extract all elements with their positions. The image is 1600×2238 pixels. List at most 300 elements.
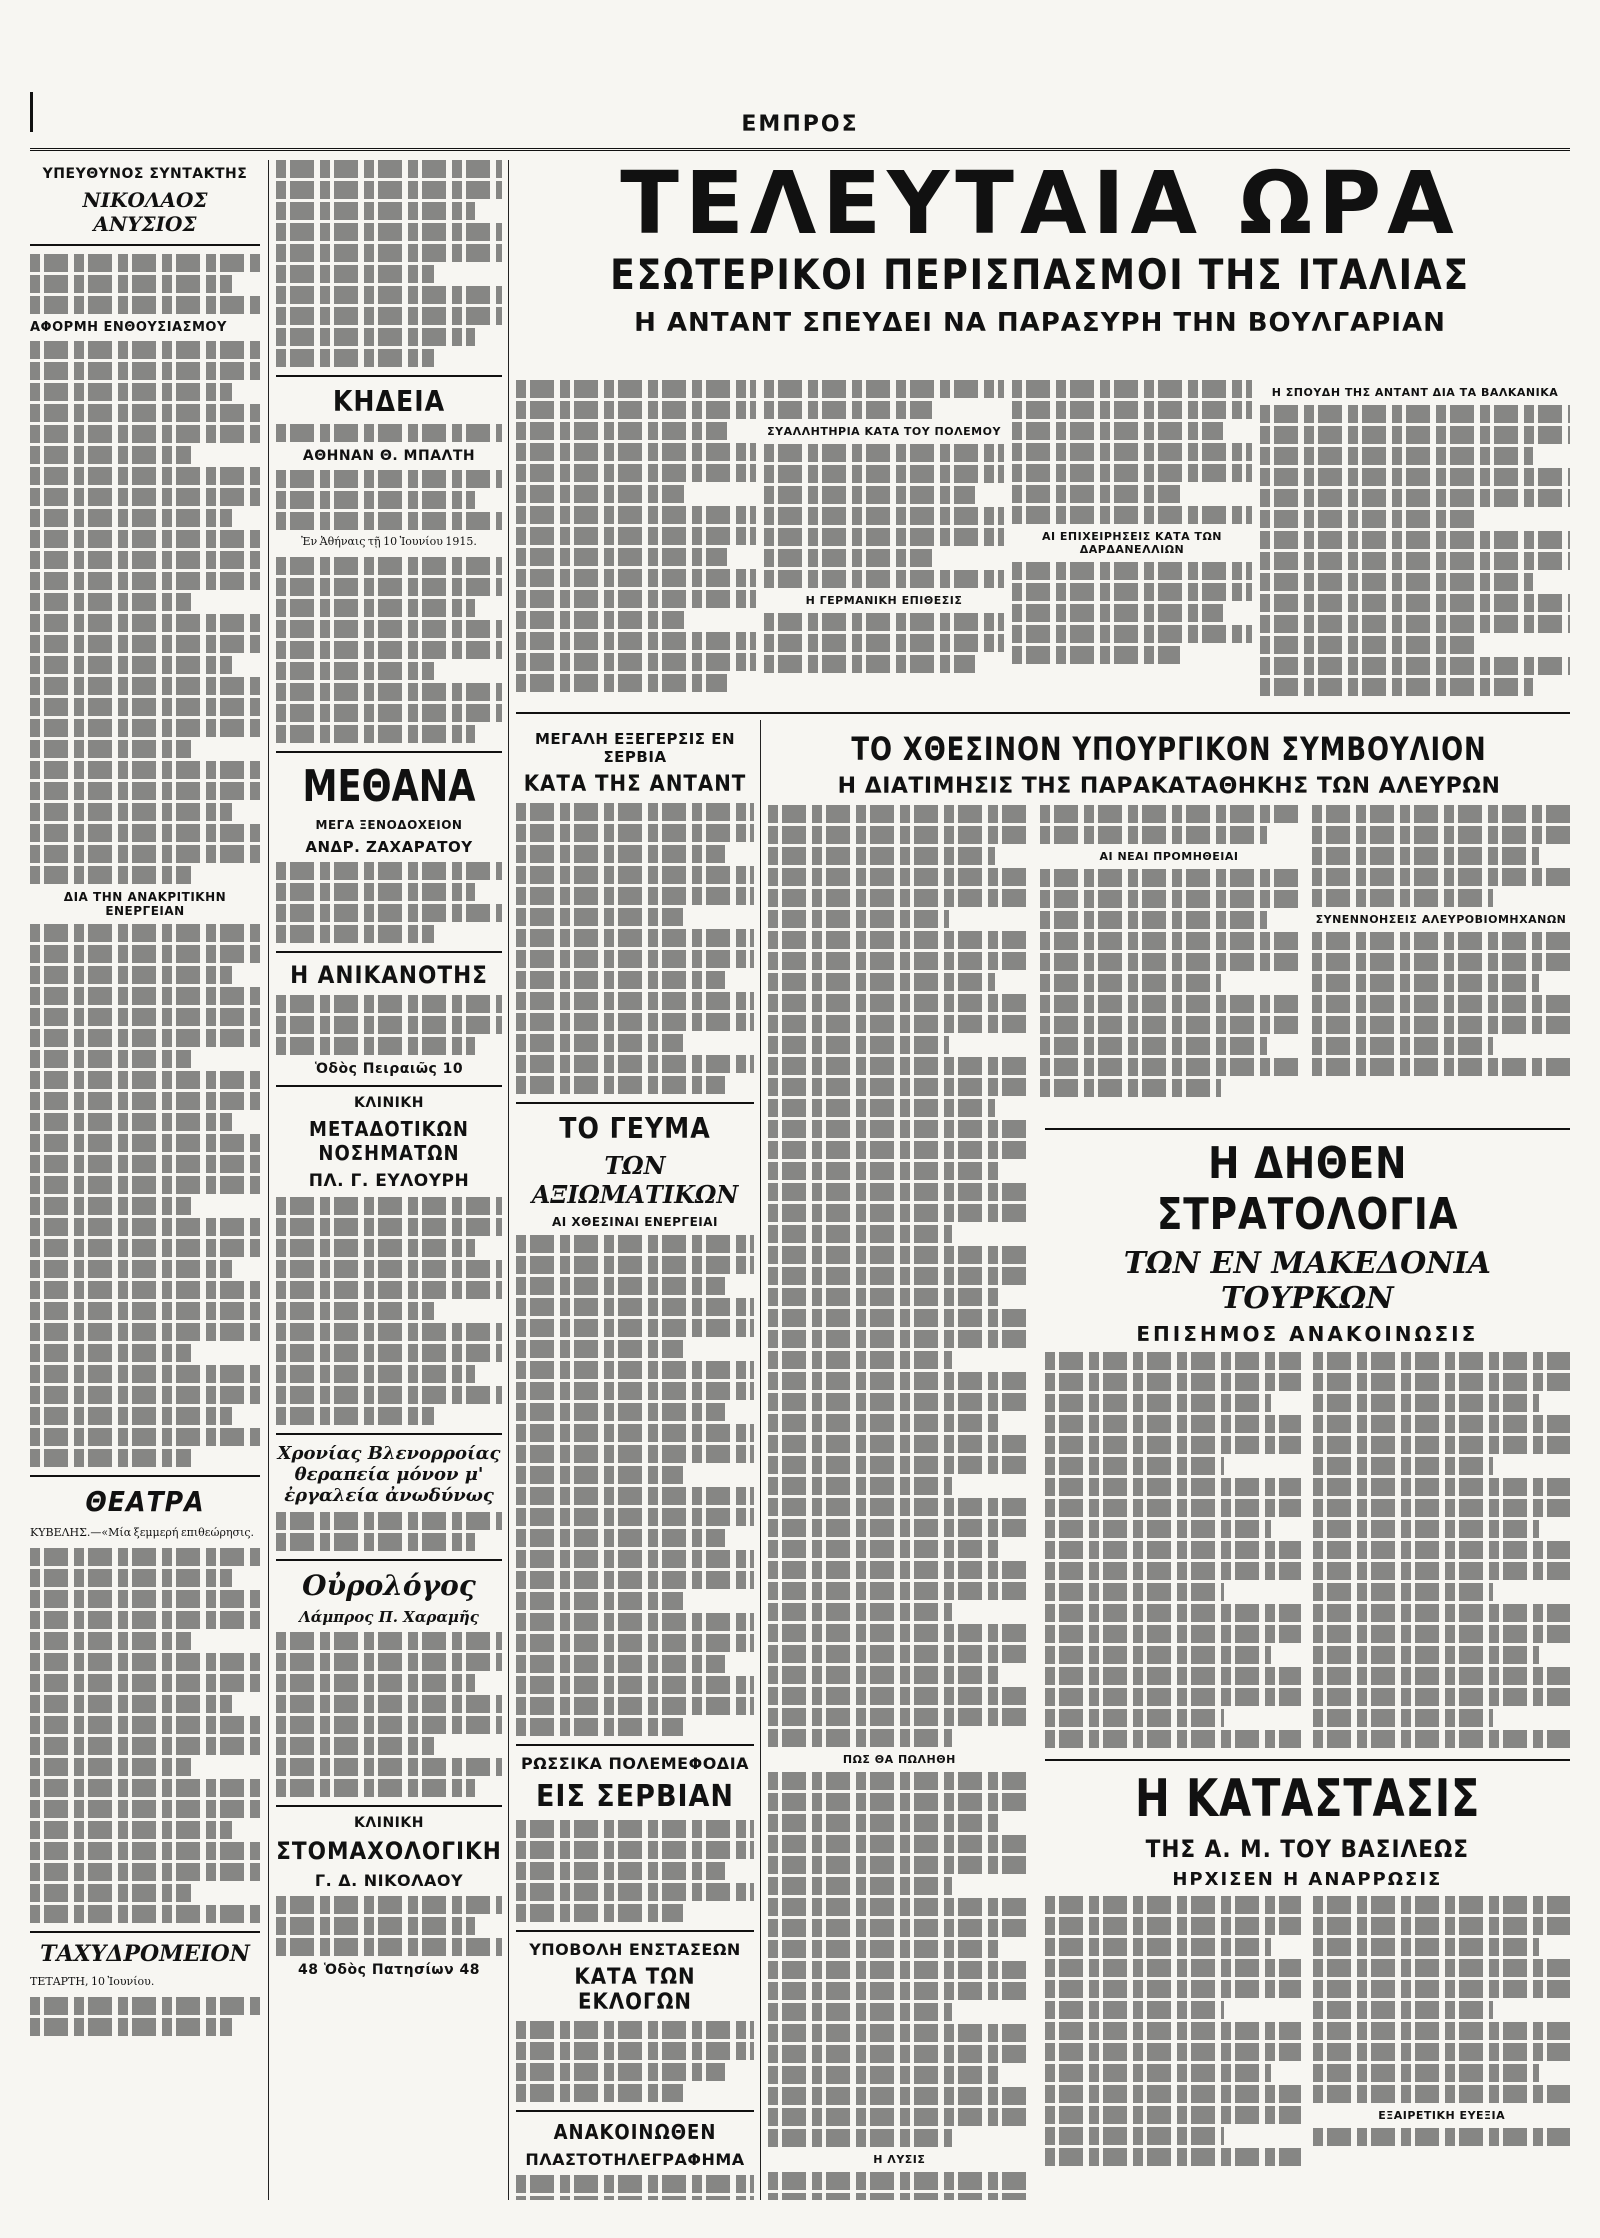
top-col-1 xyxy=(516,380,756,710)
text-line xyxy=(516,1718,683,1736)
text-line xyxy=(1313,1688,1570,1706)
text-line xyxy=(30,1863,260,1881)
text-line xyxy=(764,507,1004,525)
text-line xyxy=(1040,826,1267,844)
text-line xyxy=(30,1758,191,1776)
text-line xyxy=(30,1071,260,1089)
text-line xyxy=(30,425,260,443)
subhead-solution: Η ΛΥΣΙΣ xyxy=(873,2153,926,2166)
text-line xyxy=(1313,1604,1570,1622)
column-2 xyxy=(276,160,502,2200)
text-line xyxy=(768,1078,1026,1096)
text-line xyxy=(516,929,754,947)
text-line xyxy=(30,1092,260,1110)
text-line xyxy=(516,485,684,503)
text-line xyxy=(516,1466,683,1484)
text-line xyxy=(516,908,683,926)
recruitment-title: Η ΔΗΘΕΝ ΣΤΡΑΤΟΛΟΓΙΑ xyxy=(1156,1138,1459,1240)
text-line xyxy=(764,528,1004,546)
text-line xyxy=(30,1239,260,1257)
text-line xyxy=(516,1298,754,1316)
text-line xyxy=(1045,1436,1302,1454)
text-line xyxy=(1045,1709,1225,1727)
text-line xyxy=(276,1632,502,1650)
text-line xyxy=(30,1905,260,1923)
text-line xyxy=(1260,573,1533,591)
text-line xyxy=(768,826,1026,844)
text-line xyxy=(764,634,1004,652)
text-line xyxy=(1313,1373,1570,1391)
text-line xyxy=(516,1340,683,1358)
text-line xyxy=(1012,380,1252,398)
text-line xyxy=(768,2129,952,2147)
text-line xyxy=(764,465,1004,483)
middle-left-column xyxy=(516,724,754,2200)
text-line xyxy=(276,1938,502,1956)
text-line xyxy=(1045,1562,1302,1580)
clinic-title: ΚΛΙΝΙΚΗ xyxy=(354,1815,424,1831)
text-line xyxy=(1045,1583,1225,1601)
text-line xyxy=(1312,805,1570,823)
text-line xyxy=(276,620,502,638)
text-line xyxy=(1045,1415,1302,1433)
text-line xyxy=(30,551,260,569)
text-line xyxy=(1040,1058,1298,1076)
text-line xyxy=(516,1256,754,1274)
post-office-text: ΤΕΤΑΡΤΗ, 10 Ἰουνίου. xyxy=(30,1975,155,1988)
council-title: ΤΟ ΧΘΕΣΙΝΟΝ ΥΠΟΥΡΓΙΚΟΝ ΣΥΜΒΟΥΛΙΟΝ xyxy=(851,730,1487,768)
text-line xyxy=(1045,2085,1302,2103)
text-line xyxy=(768,1856,1031,1874)
text-line xyxy=(1040,1037,1267,1055)
text-line xyxy=(1040,805,1298,823)
text-line xyxy=(1313,1959,1570,1977)
text-line xyxy=(30,803,232,821)
text-line xyxy=(516,401,756,419)
council-columns xyxy=(768,805,1570,1120)
text-line xyxy=(1313,1917,1570,1935)
text-line xyxy=(276,1344,502,1362)
text-line xyxy=(516,1634,754,1652)
text-line xyxy=(768,931,1026,949)
text-line xyxy=(1312,953,1570,971)
text-line xyxy=(768,1708,1031,1726)
text-line xyxy=(1045,1604,1302,1622)
clinic-address: 48 Ὁδὸς Πατησίων 48 xyxy=(298,1962,480,1978)
text-line xyxy=(516,1841,754,1859)
text-line xyxy=(516,632,756,650)
text-line xyxy=(768,2193,1031,2200)
text-line xyxy=(516,1424,754,1442)
text-line xyxy=(30,677,260,695)
divider xyxy=(1045,1759,1570,1761)
column-rule xyxy=(508,160,509,2200)
text-line xyxy=(276,512,502,530)
text-line xyxy=(768,1393,1031,1411)
text-line xyxy=(30,1569,232,1587)
text-line xyxy=(768,868,1026,886)
text-line xyxy=(1045,1646,1271,1664)
text-line xyxy=(768,1814,999,1832)
text-line xyxy=(1313,1352,1570,1370)
text-line xyxy=(516,2063,725,2081)
text-line xyxy=(1313,1562,1570,1580)
banner-title: ΤΕΛΕΥΤΑΙΑ ΩΡΑ xyxy=(620,154,1460,254)
text-line xyxy=(768,1015,1026,1033)
text-line xyxy=(1313,2001,1493,2019)
text-line xyxy=(516,1034,683,1052)
clinic-name: ΠΛ. Γ. ΕΥΛΟΥΡΗ xyxy=(308,1171,470,1191)
text-line xyxy=(768,1099,995,1117)
text-line xyxy=(768,1540,999,1558)
text-line xyxy=(30,1029,260,1047)
lower-col-right xyxy=(1045,1120,1570,2200)
text-line xyxy=(768,952,1026,970)
text-line xyxy=(1260,426,1570,444)
text-line xyxy=(1313,1436,1570,1454)
text-line xyxy=(768,847,995,865)
text-line xyxy=(764,486,975,504)
text-line xyxy=(276,286,502,304)
text-line xyxy=(276,883,475,901)
text-line xyxy=(276,1407,434,1425)
text-line xyxy=(516,422,727,440)
text-line xyxy=(768,1057,1026,1075)
text-line xyxy=(516,464,756,482)
text-line xyxy=(1012,443,1252,461)
text-line xyxy=(768,2045,1031,2063)
text-line xyxy=(768,2066,999,2084)
text-line xyxy=(1312,889,1493,907)
text-line xyxy=(276,1323,502,1341)
text-line xyxy=(768,1414,999,1432)
text-line xyxy=(1040,911,1267,929)
clinic-subtitle: ΣΤΟΜΑΧΟΛΟΓΙΚΗ xyxy=(276,1837,502,1865)
text-line xyxy=(516,2175,754,2193)
text-line xyxy=(768,1582,1031,1600)
text-line xyxy=(30,824,260,842)
text-line xyxy=(30,530,260,548)
section-heading-taxydromeion: ΤΑΧΥΔΡΟΜΕΙΟΝ xyxy=(40,1941,250,1967)
text-line xyxy=(516,590,756,608)
council-col xyxy=(1312,805,1570,1120)
text-line xyxy=(768,1982,1031,2000)
objections-subtitle: ΚΑΤΑ ΤΩΝ ΕΚΛΟΓΩΝ xyxy=(574,1965,696,2015)
editor-label: ΥΠΕΥΘΥΝΟΣ ΣΥΝΤΑΚΤΗΣ xyxy=(42,166,248,182)
urologist-name: Λάμπρος Π. Χαραμῆς xyxy=(299,1608,479,1626)
text-line xyxy=(1313,1709,1493,1727)
text-line xyxy=(516,380,756,398)
text-line xyxy=(1012,485,1180,503)
subhead-entente: Η ΣΠΟΥΔΗ ΤΗΣ ΑΝΤΑΝΤ ΔΙΑ ΤΑ ΒΑΛΚΑΝΙΚΑ xyxy=(1271,386,1559,399)
text-line xyxy=(30,1737,260,1755)
text-line xyxy=(516,1550,754,1568)
text-line xyxy=(30,1653,260,1671)
text-line xyxy=(30,1365,260,1383)
text-line xyxy=(30,341,260,359)
text-line xyxy=(768,1351,952,1369)
divider xyxy=(276,1805,502,1807)
text-line xyxy=(30,740,191,758)
text-line xyxy=(276,1260,502,1278)
text-line xyxy=(516,1883,754,1901)
text-line xyxy=(1260,468,1570,486)
text-line xyxy=(1313,1541,1570,1559)
text-line xyxy=(30,1344,191,1362)
dinner-title: ΤΟ ΓΕΥΜΑ xyxy=(559,1112,711,1145)
text-line xyxy=(516,1697,754,1715)
divider xyxy=(276,1085,502,1087)
text-line xyxy=(30,1821,232,1839)
text-line xyxy=(276,704,502,722)
text-line xyxy=(1045,1478,1302,1496)
text-line xyxy=(516,611,684,629)
top-col-4 xyxy=(1260,380,1570,710)
text-line xyxy=(30,296,260,314)
text-line xyxy=(764,655,975,673)
dinner-subtitle: ΤΩΝ ΑΞΙΩΜΑΤΙΚΩΝ xyxy=(531,1151,739,1209)
text-line xyxy=(276,1197,502,1215)
divider xyxy=(516,1744,754,1746)
text-line xyxy=(768,1898,1031,1916)
text-line xyxy=(1260,636,1477,654)
king-status-small: ΗΡΧΙΣΕΝ Η ΑΝΑΡΡΩΣΙΣ xyxy=(1172,1869,1443,1890)
text-line xyxy=(30,1386,260,1404)
lower-col-left xyxy=(768,1120,1031,2200)
text-line xyxy=(30,1590,260,1608)
section-heading-theatra: ΘΕΑΤΡΑ xyxy=(85,1485,205,1518)
text-line xyxy=(516,824,754,842)
text-line xyxy=(30,761,260,779)
text-line xyxy=(276,995,502,1013)
text-line xyxy=(1045,1373,1302,1391)
text-line xyxy=(276,1737,434,1755)
text-line xyxy=(516,1904,683,1922)
text-line xyxy=(1312,1058,1570,1076)
text-line xyxy=(30,1842,260,1860)
text-line xyxy=(768,1225,952,1243)
recruitment-body xyxy=(1045,1352,1570,1751)
text-line xyxy=(276,1239,475,1257)
text-line xyxy=(276,1674,475,1692)
text-line xyxy=(276,904,502,922)
section-divider xyxy=(516,712,1570,714)
text-line xyxy=(1313,2128,1570,2146)
methana-title: ΜΕΘΑΝΑ xyxy=(302,761,476,812)
text-line xyxy=(30,1611,260,1629)
text-line xyxy=(768,1435,1031,1453)
text-line xyxy=(516,1235,754,1253)
text-line xyxy=(768,2024,1031,2042)
text-line xyxy=(516,1571,754,1589)
text-line xyxy=(276,1386,502,1404)
text-line xyxy=(516,1445,754,1463)
text-line xyxy=(768,1330,1031,1348)
masthead xyxy=(30,112,1570,151)
announcement-subtitle: ΠΛΑΣΤΟΤΗΛΕΓΡΑΦΗΜΑ xyxy=(525,2150,745,2169)
text-line xyxy=(1045,1667,1302,1685)
text-line xyxy=(276,1512,502,1530)
king-status-col xyxy=(1045,1896,1302,2169)
text-line xyxy=(30,1632,191,1650)
text-line xyxy=(768,805,1026,823)
masthead-title: ΕΜΠΡΟΣ xyxy=(741,112,859,137)
text-line xyxy=(30,698,260,716)
text-line xyxy=(1040,953,1298,971)
subhead-flour-mills: ΣΥΝΕΝΝΟΗΣΕΙΣ ΑΛΕΥΡΟΒΙΟΜΗΧΑΝΩΝ xyxy=(1315,913,1567,926)
text-line xyxy=(1045,2148,1302,2166)
text-line xyxy=(1260,510,1477,528)
text-line xyxy=(1312,1016,1570,1034)
text-line xyxy=(276,328,475,346)
recruitment-small: ΕΠΙΣΗΜΟΣ ΑΝΑΚΟΙΝΩΣΙΣ xyxy=(1136,1322,1479,1346)
text-line xyxy=(516,1076,725,1094)
clinic-title: ΚΛΙΝΙΚΗ xyxy=(354,1095,424,1111)
text-line xyxy=(1040,995,1298,1013)
text-line xyxy=(1260,489,1570,507)
text-line xyxy=(768,1309,1031,1327)
funeral-title: ΚΗΔΕΙΑ xyxy=(332,385,446,418)
text-line xyxy=(768,1561,1031,1579)
text-line xyxy=(30,1050,191,1068)
text-line xyxy=(30,1176,260,1194)
text-line xyxy=(516,1613,754,1631)
text-line xyxy=(276,307,502,325)
text-line xyxy=(516,1487,754,1505)
text-line xyxy=(276,662,434,680)
top-col-3 xyxy=(1012,380,1252,710)
text-line xyxy=(768,910,949,928)
text-line xyxy=(1045,1896,1302,1914)
objections-title: ΥΠΟΒΟΛΗ ΕΝΣΤΑΣΕΩΝ xyxy=(529,1940,741,1959)
serbia-title: ΜΕΓΑΛΗ ΕΞΕΓΕΡΣΙΣ ΕΝ ΣΕΡΒΙΑ xyxy=(534,730,736,766)
text-line xyxy=(276,1779,475,1797)
text-line xyxy=(516,1382,754,1400)
text-line xyxy=(1045,1457,1225,1475)
text-line xyxy=(1312,1037,1493,1055)
text-line xyxy=(276,470,502,488)
text-line xyxy=(30,1695,232,1713)
divider xyxy=(276,1433,502,1435)
methana-subtitle: ΜΕΓΑ ΞΕΝΟΔΟΧΕΙΟΝ xyxy=(315,818,463,832)
text-line xyxy=(516,1319,754,1337)
text-line xyxy=(276,491,475,509)
text-line xyxy=(768,1456,1031,1474)
text-line xyxy=(30,1113,232,1131)
text-line xyxy=(276,862,502,880)
text-line xyxy=(276,160,502,178)
text-line xyxy=(276,925,434,943)
text-line xyxy=(516,2021,754,2039)
text-line xyxy=(1313,1896,1570,1914)
text-line xyxy=(276,1302,434,1320)
text-line xyxy=(768,973,995,991)
divider xyxy=(276,1559,502,1561)
divider xyxy=(276,751,502,753)
divider xyxy=(276,375,502,377)
text-line xyxy=(1260,447,1533,465)
text-line xyxy=(30,275,232,293)
text-line xyxy=(1040,974,1221,992)
text-line xyxy=(30,1997,260,2015)
serbia-subtitle: ΚΑΤΑ ΤΗΣ ΑΝΤΑΝΤ xyxy=(523,772,747,797)
subhead-new-supplies: ΑΙ ΝΕΑΙ ΠΡΟΜΗΘΕΙΑΙ xyxy=(1099,850,1239,863)
anikanotis-address: Ὁδὸς Πειραιῶς 10 xyxy=(314,1061,464,1077)
text-line xyxy=(30,1008,260,1026)
text-line xyxy=(1012,562,1252,580)
lower-columns xyxy=(768,1120,1570,2200)
text-line xyxy=(768,1141,1031,1159)
text-line xyxy=(276,1896,502,1914)
text-line xyxy=(30,945,260,963)
text-line xyxy=(1045,1730,1302,1748)
text-line xyxy=(1260,657,1570,675)
column-rule xyxy=(760,720,761,2200)
text-line xyxy=(1313,1667,1570,1685)
text-line xyxy=(30,924,260,942)
text-line xyxy=(1045,1980,1302,1998)
text-line xyxy=(1313,1938,1539,1956)
text-line xyxy=(1313,2085,1570,2103)
text-line xyxy=(516,845,725,863)
text-line xyxy=(1260,678,1533,696)
text-line xyxy=(276,1917,475,1935)
text-line xyxy=(30,446,191,464)
text-line xyxy=(1045,1541,1302,1559)
text-line xyxy=(1045,1625,1302,1643)
recruitment-col xyxy=(1045,1352,1302,1751)
text-line xyxy=(1313,2043,1570,2061)
king-status-title: Η ΚΑΤΑΣΤΑΣΙΣ xyxy=(1134,1769,1480,1829)
text-line xyxy=(1040,1079,1221,1097)
text-line xyxy=(516,950,754,968)
text-line xyxy=(516,1055,754,1073)
text-line xyxy=(30,845,260,863)
divider xyxy=(30,1931,260,1933)
text-line xyxy=(30,719,260,737)
text-line xyxy=(276,599,475,617)
text-line xyxy=(1045,2001,1225,2019)
text-line xyxy=(1313,2064,1539,2082)
text-line xyxy=(1313,1980,1570,1998)
text-line xyxy=(276,181,502,199)
text-line xyxy=(764,549,932,567)
text-line xyxy=(1313,2022,1570,2040)
text-line xyxy=(768,1246,1031,1264)
text-line xyxy=(768,1624,1031,1642)
clinic-name: Γ. Δ. ΝΙΚΟΛΑΟΥ xyxy=(314,1871,464,1890)
text-line xyxy=(1045,1520,1271,1538)
text-line xyxy=(30,1674,260,1692)
subhead-rally: ΣΥΑΛΛΗΤΗΡΙΑ ΚΑΤΑ ΤΟΥ ΠΟΛΕΜΟΥ xyxy=(767,425,1001,438)
text-line xyxy=(1040,869,1298,887)
text-line xyxy=(276,578,502,596)
text-line xyxy=(768,1162,999,1180)
text-line xyxy=(30,254,260,272)
text-line xyxy=(30,572,260,590)
funeral-name: ΑΘΗΝΑΝ Θ. ΜΠΑΛΤΗ xyxy=(302,448,476,464)
text-line xyxy=(516,1529,725,1547)
text-line xyxy=(764,613,1004,631)
text-line xyxy=(1012,401,1252,419)
text-line xyxy=(30,1548,260,1566)
text-line xyxy=(1312,974,1539,992)
text-line xyxy=(276,424,502,442)
text-line xyxy=(30,2018,232,2036)
text-line xyxy=(1312,826,1570,844)
text-line xyxy=(768,1772,1031,1790)
text-line xyxy=(516,1361,754,1379)
